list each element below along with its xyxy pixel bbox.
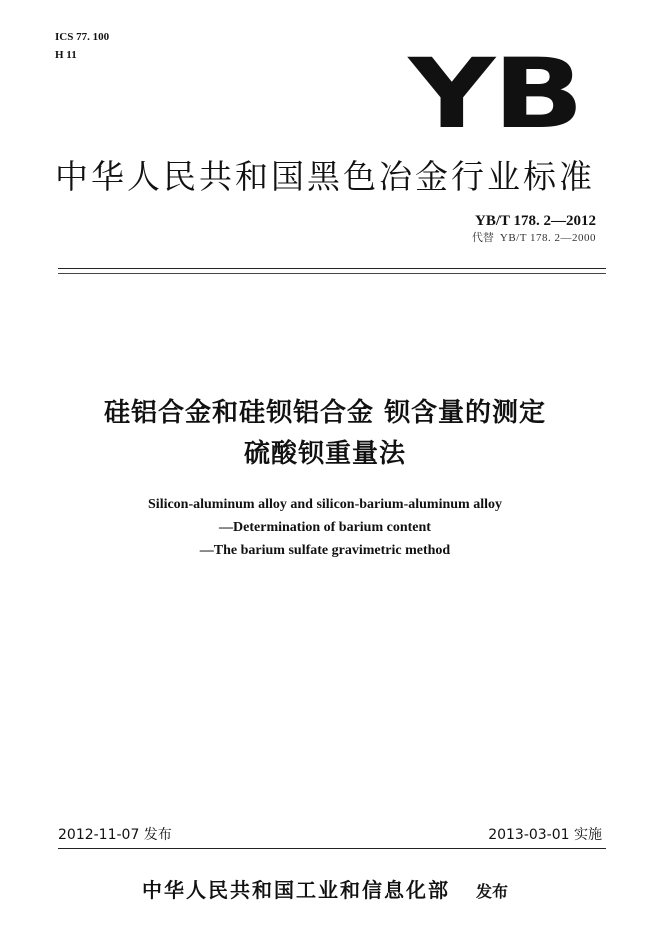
replaces-line xyxy=(472,231,596,245)
title-chinese-line-1: 硅铝合金和硅钡铝合金 钡含量的测定 xyxy=(103,398,547,428)
issuer-name: 中华人民共和国工业和信息化部 xyxy=(141,878,450,902)
header-rule-secondary xyxy=(58,273,606,274)
replaces-label: 代替 xyxy=(471,231,494,244)
replaces-standard: YB/T 178. 2—2000 xyxy=(499,232,596,244)
title-english-line-3: —The barium sulfate gravimetric method xyxy=(199,543,451,558)
issuer-line xyxy=(0,877,650,905)
issuer-action: 发布 xyxy=(475,882,508,901)
header-rule xyxy=(58,268,606,269)
title-english-line-2: —Determination of barium content xyxy=(219,520,431,535)
title-english-line-1: Silicon-aluminum alloy and silicon-barium-aluminum alloy xyxy=(148,497,502,512)
issue-date: 2012-11-07 发布 xyxy=(58,827,172,843)
title-chinese-line-2: 硫酸钡重量法 xyxy=(243,439,406,469)
ccs-code: H 11 xyxy=(55,49,77,61)
ics-code: ICS 77. 100 xyxy=(55,31,110,43)
standard-number: YB/T 178. 2—2012 xyxy=(475,213,596,229)
implementation-date: 2013-03-01 实施 xyxy=(488,827,602,843)
yb-logo: YB xyxy=(408,38,582,150)
footer-rule xyxy=(58,848,606,849)
standard-body-name: 中华人民共和国黑色冶金行业标准 xyxy=(55,157,595,196)
